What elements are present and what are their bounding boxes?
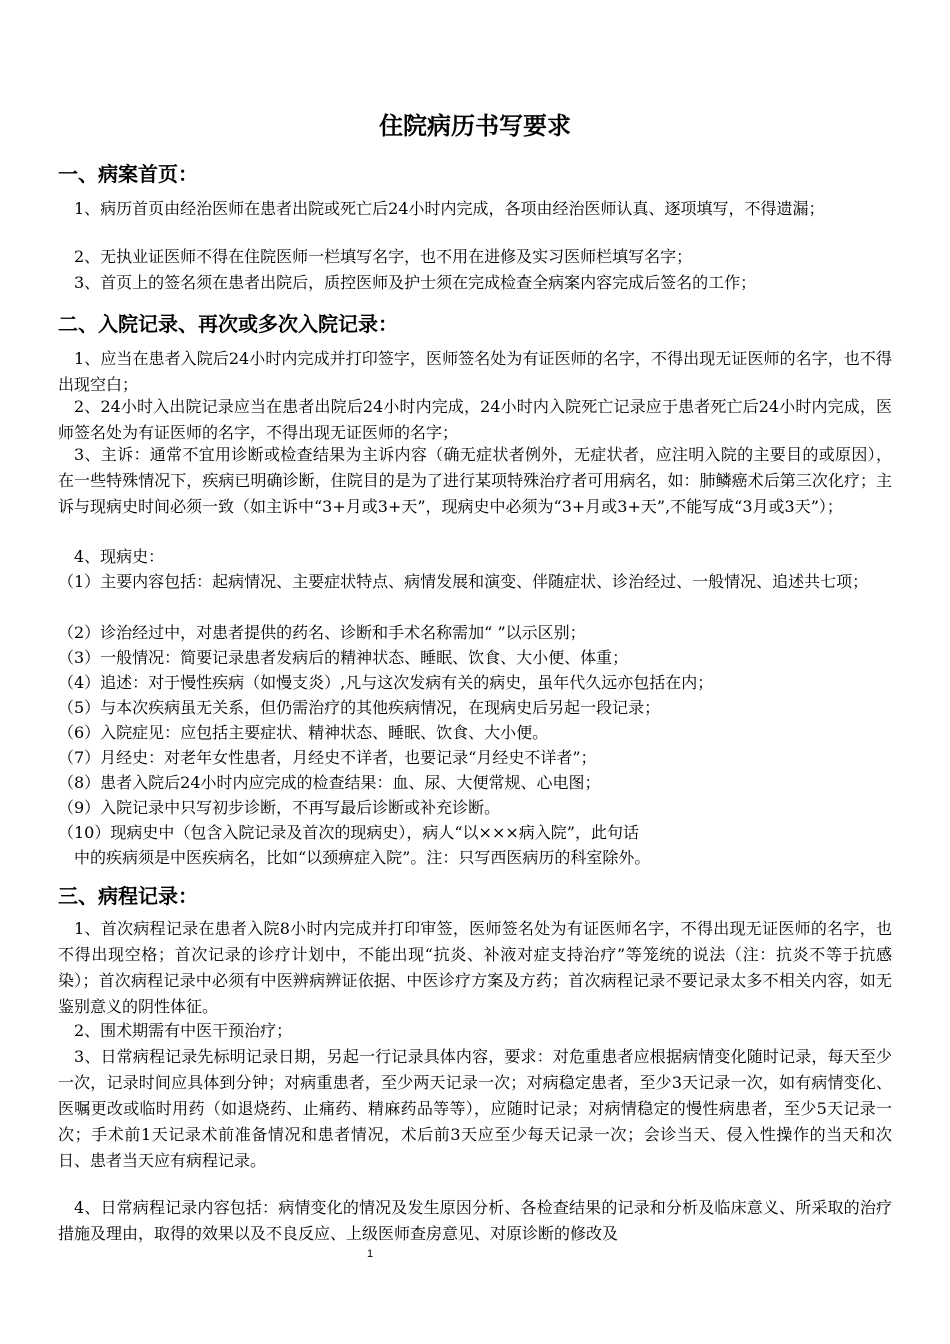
paragraph: （5）与本次疾病虽无关系，但仍需治疗的其他疾病情况，在现病史后另起一段记录；: [58, 698, 661, 717]
paragraph: （2）诊治经过中，对患者提供的药名、诊断和手术名称需加“ ”以示区别；: [58, 623, 586, 642]
section-heading-1: 一、病案首页：: [58, 162, 198, 186]
paragraph: 2、24小时入出院记录应当在患者出院后24小时内完成，24小时内入院死亡记录应于患者死亡后24小时内完成，医师签名处为有证医师的名字，不得出现无证医师的名字；: [58, 397, 892, 442]
paragraph: （3）一般情况：简要记录患者发病后的精神状态、睡眠、饮食、大小便、体重；: [58, 648, 629, 667]
paragraph: 1、应当在患者入院后24小时内完成并打印签字，医师签名处为有证医师的名字，不得出现无证医师的名字，也不得出现空白；: [58, 349, 892, 394]
paragraph: （4）追述：对于慢性疾病（如慢支炎）,凡与这次发病有关的病史，虽年代久远亦包括在内；: [58, 673, 714, 692]
section-heading-3: 三、病程记录：: [58, 884, 198, 908]
paragraph: （6）入院症见：应包括主要症状、精神状态、睡眠、饮食、大小便。: [58, 723, 549, 742]
paragraph: （7）月经史：对老年女性患者，月经史不详者，也要记录“月经史不详者”；: [58, 748, 597, 767]
paragraph: 3、日常病程记录先标明记录日期，另起一行记录具体内容，要求：对危重患者应根据病情变化随时记录，每天至少一次，记录时间应具体到分钟；对病重患者，至少两天记录一次；对病稳定患者，至少3天记录一次，如有病情变化、医嘱更改或临时用药（如退烧药、止痛药、精麻药品等等），应随时记录；对病情稳定的慢性病患者，至少5天记录一次；手术前1天记录术前准备情况和患者情况，术后前3天应至少每天记录一次；会诊当天、侵入性操作的当天和次日、患者当天应有病程记录。: [58, 1047, 892, 1170]
paragraph: 3、首页上的签名须在患者出院后，质控医师及护士须在完成检查全病案内容完成后签名的工作；: [74, 273, 757, 292]
paragraph: （8）患者入院后24小时内应完成的检查结果：血、尿、大便常规、心电图；: [58, 773, 601, 792]
paragraph: 1、病历首页由经治医师在患者出院或死亡后24小时内完成，各项由经治医师认真、逐项填写，不得遗漏；: [74, 199, 825, 218]
document-title: 住院病历书写要求: [379, 112, 571, 140]
paragraph: （9）入院记录中只写初步诊断，不再写最后诊断或补充诊断。: [58, 798, 501, 817]
paragraph: 4、日常病程记录内容包括：病情变化的情况及发生原因分析、各检查结果的记录和分析及临床意义、所采取的治疗措施及理由，取得的效果以及不良反应、上级医师查房意见、对原诊断的修改及: [58, 1198, 892, 1243]
page-number: 1: [366, 1248, 374, 1260]
paragraph: 4、现病史：: [74, 547, 165, 566]
section-heading-2: 二、入院记录、再次或多次入院记录：: [58, 312, 398, 336]
paragraph: 2、围术期需有中医干预治疗；: [74, 1021, 293, 1040]
paragraph: 3、主诉：通常不宜用诊断或检查结果为主诉内容（确无症状者例外，无症状者，应注明入院的主要目的或原因），在一些特殊情况下，疾病已明确诊断，住院目的是为了进行某项特殊治疗者可用病名，如：肺鳞癌术后第三次化疗；主诉与现病史时间必须一致（如主诉中“3+月或3+天”，现病史中必须为“3+月或3+天”,不能写成“3月或3天”）；: [58, 445, 892, 516]
paragraph: 中的疾病须是中医疾病名，比如“以颈痹症入院”。注：只写西医病历的科室除外。: [74, 848, 651, 867]
paragraph: （10）现病史中（包含入院记录及首次的现病史），病人“以×××病入院”，此句话: [58, 823, 639, 842]
paragraph: 1、首次病程记录在患者入院8小时内完成并打印审签，医师签名处为有证医师名字，不得出现无证医师的名字，也不得出现空格；首次记录的诊疗计划中，不能出现“抗炎、补液对症支持治疗”等笼统的说法（注：抗炎不等于抗感染）；首次病程记录中必须有中医辨病辨证依据、中医诊疗方案及方药；首次病程记录不要记录太多不相关内容，如无鉴别意义的阴性体征。: [58, 919, 892, 1016]
paragraph: 2、无执业证医师不得在住院医师一栏填写名字，也不用在进修及实习医师栏填写名字；: [74, 247, 693, 266]
paragraph: （1）主要内容包括：起病情况、主要症状特点、病情发展和演变、伴随症状、诊治经过、一般情况、追述共七项；: [58, 572, 869, 591]
